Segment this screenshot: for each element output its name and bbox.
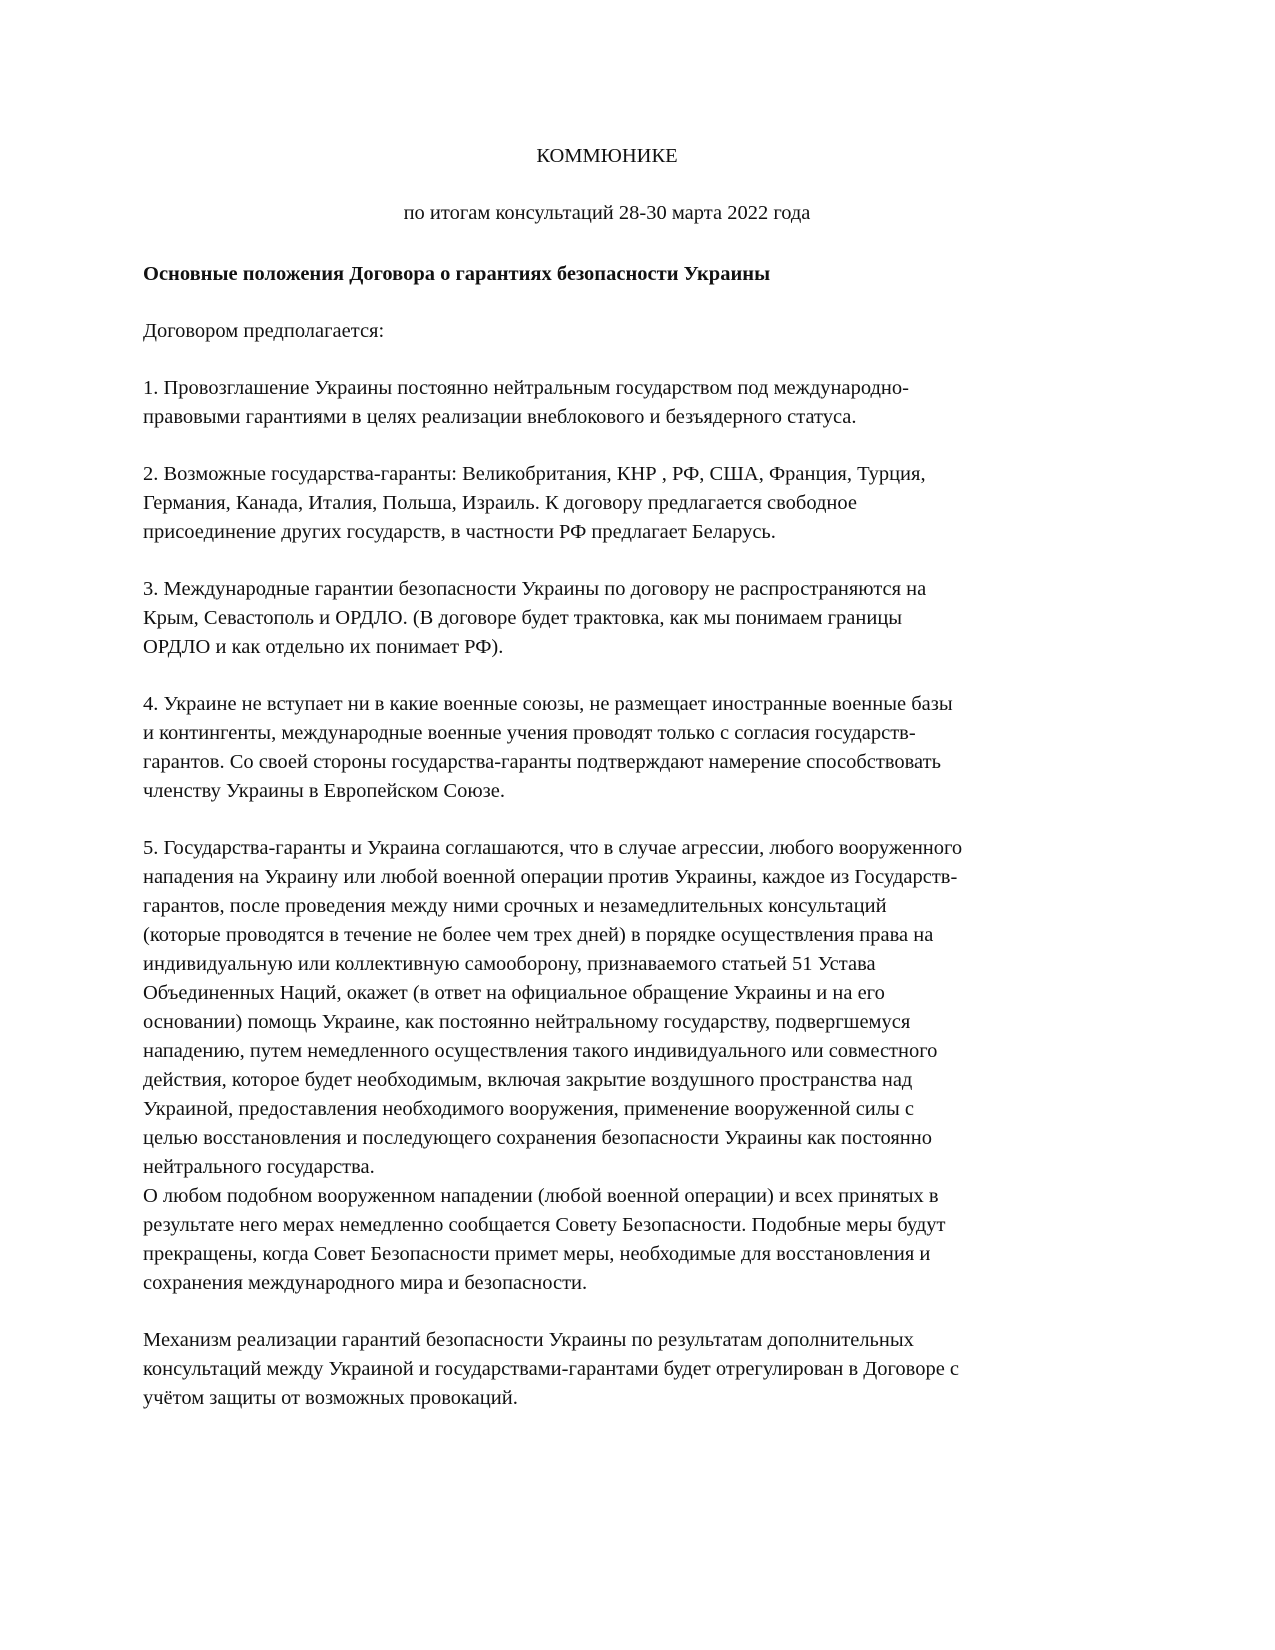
text-line: 2. Возможные государства-гаранты: Великобритания, КНР , РФ, США, Франция, Турция, [143,463,926,485]
paragraph [143,374,1043,432]
text-line: учётом защиты от возможных провокаций. [143,1387,518,1409]
text-line: целью восстановления и последующего сохранения безопасности Украины как постоянно [143,1127,932,1149]
text-line: и контингенты, международные военные учения проводят только с согласия государств- [143,722,916,744]
text-line: консультаций между Украиной и государствами-гарантами будет отрегулирован в Договоре с [143,1358,960,1380]
paragraph [143,1326,1043,1413]
text-line: нападению, путем немедленного осуществления такого индивидуального или совместного [143,1040,938,1062]
text-line: гарантов. Со своей стороны государства-гаранты подтверждают намерение способствовать [143,751,941,773]
paragraph [143,1182,1043,1298]
document-title: КОММЮНИКЕ [536,145,678,167]
text-line: гарантов, после проведения между ними срочных и незамедлительных консультаций [143,895,887,917]
document-subtitle: по итогам консультаций 28-30 марта 2022 года [403,202,811,224]
paragraph [143,460,1043,547]
text-line: 5. Государства-гаранты и Украина соглашаются, что в случае агрессии, любого вооруженного [143,837,963,859]
text-line: действия, которое будет необходимым, включая закрытие воздушного пространства над [143,1069,913,1091]
text-line: индивидуальную или коллективную самооборону, признаваемого статьей 51 Устава [143,953,876,975]
text-line: 4. Украине не вступает ни в какие военные союзы, не размещает иностранные военные базы [143,693,953,715]
intro-text: Договором предполагается: [143,320,385,342]
text-line: О любом подобном вооруженном нападении (любой военной операции) и всех принятых в [143,1185,939,1207]
paragraph [143,575,1043,662]
text-line: основании) помощь Украине, как постоянно нейтральному государству, подвергшемуся [143,1011,911,1033]
paragraphs [143,374,1043,1413]
paragraph [143,690,1043,806]
text-line: 1. Провозглашение Украины постоянно нейтральным государством под международно- [143,377,909,399]
text-line: Объединенных Наций, окажет (в ответ на официальное обращение Украины и на его [143,982,885,1004]
text-line: Крым, Севастополь и ОРДЛО. (В договоре будет трактовка, как мы понимаем границы [143,607,903,629]
text-line: правовыми гарантиями в целях реализации внеблокового и безъядерного статуса. [143,406,857,428]
paragraph [143,834,1043,1182]
text-line: Украиной, предоставления необходимого вооружения, применение вооруженной силы с [143,1098,914,1120]
text-line: Механизм реализации гарантий безопасности Украины по результатам дополнительных [143,1329,914,1351]
text-line: результате него мерах немедленно сообщается Совету Безопасности. Подобные меры будут [143,1214,946,1236]
text-line: прекращены, когда Совет Безопасности примет меры, необходимые для восстановления и [143,1243,931,1265]
text-line: 3. Международные гарантии безопасности Украины по договору не распространяются на [143,578,927,600]
text-line: членству Украины в Европейском Союзе. [143,780,505,802]
text-line: ОРДЛО и как отдельно их понимает РФ). [143,636,504,658]
text-line: нейтрального государства. [143,1156,375,1178]
text-line: (которые проводятся в течение не более чем трех дней) в порядке осуществления права на [143,924,934,946]
text-line: Германия, Канада, Италия, Польша, Израиль. К договору предлагается свободное [143,492,857,514]
document-page [143,142,1043,1441]
text-line: нападения на Украину или любой военной операции против Украины, каждое из Государств- [143,866,958,888]
text-line: присоединение других государств, в частности РФ предлагает Беларусь. [143,521,776,543]
section-heading: Основные положения Договора о гарантиях безопасности Украины [143,263,771,285]
text-line: сохранения международного мира и безопасности. [143,1272,588,1294]
